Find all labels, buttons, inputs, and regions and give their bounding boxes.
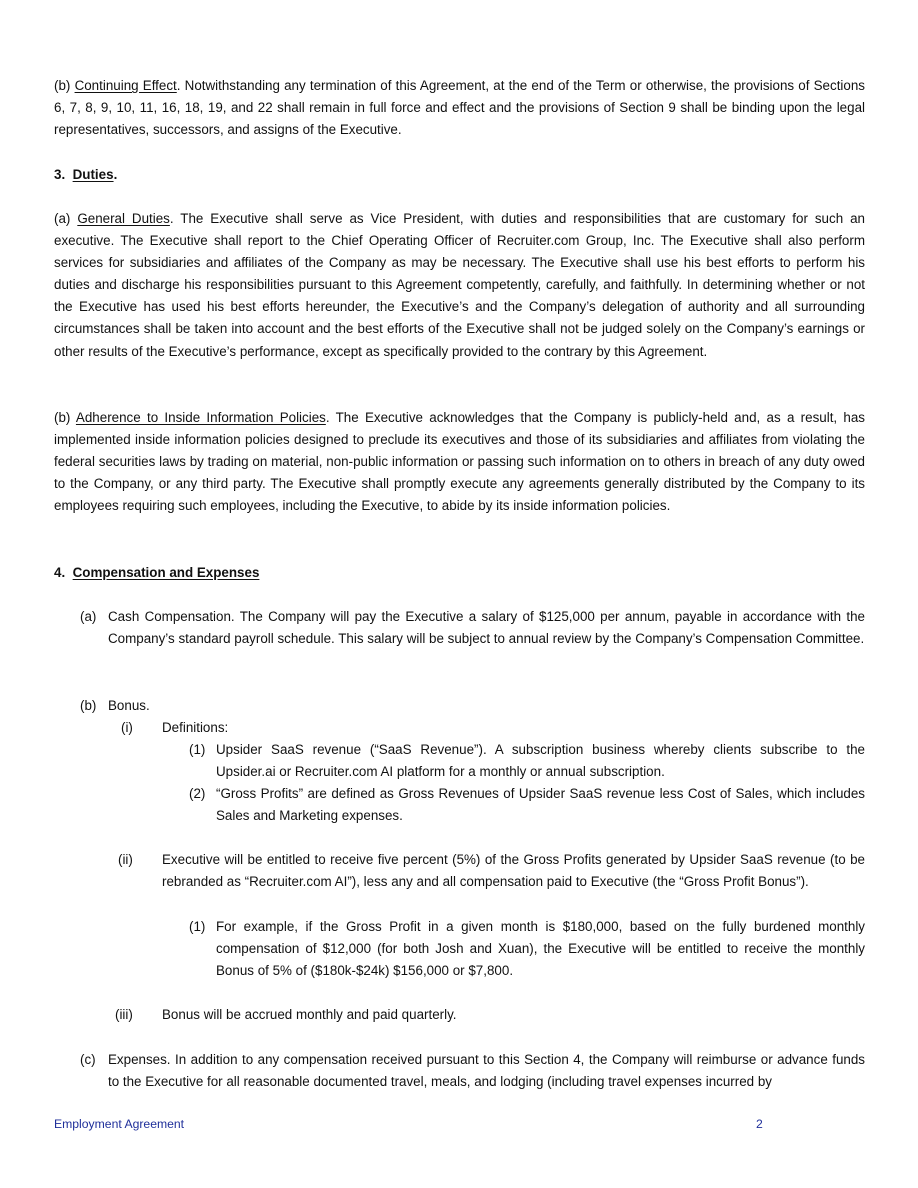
item-bonus: Bonus. [108,698,150,713]
item-label: (c) [80,1052,96,1067]
paragraph-heading: Adherence to Inside Information Policies [75,410,326,425]
paragraph-label: (b) [54,78,71,93]
clause-saas-revenue: Upsider SaaS revenue (“SaaS Revenue”). A subscription business whereby clients subscribe to the Upsider.ai or Recruiter.com AI platform for a monthly or annual subscription. [216,742,865,780]
clause-bonus-example: For example, if the Gross Profit in a given month is $180,000, based on the fully burdened monthly compensation of $12,000 (for both Josh and Xuan), the Executive will be entitled to receive the monthly Bonus of 5% of ($180k-$24k) $156,000 or $7,800. [216,919,865,979]
section-heading-duties [54,164,865,186]
section-title: Compensation and Expenses [72,565,260,580]
item-label: (a) [80,609,97,624]
section-title-suffix: . [113,167,118,182]
paragraph-label: (a) [54,211,71,226]
subitem-label: (iii) [115,1007,133,1022]
paragraph-continuing-effect [54,75,865,141]
clause-gross-profits: “Gross Profits” are defined as Gross Revenues of Upsider SaaS revenue less Cost of Sales, which includes Sales and Marketing expenses. [216,786,865,824]
section-number: 4. [54,565,66,580]
subitem-label: (i) [121,720,133,735]
item-label: (b) [80,698,97,713]
subitem-label: (ii) [118,852,133,867]
item-cash-compensation: Cash Compensation. The Company will pay the Executive a salary of $125,000 per annum, payable in accordance with the Company’s standard payroll schedule. This salary will be subject to annual review by the Company’s Compensation Committee. [108,609,865,647]
paragraph-heading: General Duties [77,211,170,226]
clause-label: (1) [189,742,206,757]
subitem-definitions: Definitions: [162,720,229,735]
paragraph-label: (b) [54,410,71,425]
paragraph-general-duties [54,208,865,363]
paragraph-text: . Notwithstanding any termination of this Agreement, at the end of the Term or otherwise, the provisions of Sections 6, 7, 8, 9, 10, 11, 16, 18, 19, and 22 shall remain in full force and effect and the provisions of Section 9 shall be binding upon the legal representatives, successors, and assigns of the Executive. [54,78,865,138]
paragraph-text: . The Executive shall serve as Vice President, with duties and responsibilities that are customary for such an executive. The Executive shall report to the Chief Operating Officer of Recruiter.com Group, Inc. The Executive shall also perform services for subsidiaries and affiliates of the Company as may be necessary. The Executive shall use his best efforts to perform his duties and discharge his responsibilities pursuant to this Agreement competently, carefully, and faithfully. In determining whether or not the Executive has used his best efforts hereunder, the Executive’s and the Company’s delegation of authority and all surrounding circumstances shall be taken into account and the best efforts of the Executive shall not be judged solely on the Company’s earnings or other results of the Executive’s performance, except as specifically provided to the contrary by this Agreement. [54,211,865,359]
clause-label: (1) [189,919,206,934]
subitem-bonus-accrual: Bonus will be accrued monthly and paid quarterly. [162,1007,457,1022]
paragraph-inside-information [54,407,865,517]
subitem-gross-profit-bonus: Executive will be entitled to receive five percent (5%) of the Gross Profits generated by Upsider SaaS revenue (to be rebranded as “Recruiter.com AI”), less any and all compensation paid to Executive (the “Gross Profit Bonus”). [162,852,865,890]
footer-page-number: 2 [756,1117,763,1131]
footer-document-title: Employment Agreement [54,1117,185,1131]
clause-label: (2) [189,786,206,801]
paragraph-text: . The Executive acknowledges that the Company is publicly-held and, as a result, has implemented inside information policies designed to preclude its executives and those of its subsidiaries and affiliates from violating the federal securities laws by trading on material, non-public information or passing such information on to others in breach of any duty owed to the Company, or any third party. The Executive shall promptly execute any agreements generally distributed by the Company to its employees requiring such employees, including the Executive, to abide by its inside information policies. [54,410,866,514]
item-expenses: Expenses. In addition to any compensation received pursuant to this Section 4, the Company will reimburse or advance funds to the Executive for all reasonable documented travel, meals, and lodging (including travel expenses incurred by [108,1052,865,1090]
section-number: 3. [54,167,66,182]
paragraph-heading: Continuing Effect [74,78,177,93]
section-title: Duties [72,167,114,182]
section-heading-compensation [54,562,865,584]
